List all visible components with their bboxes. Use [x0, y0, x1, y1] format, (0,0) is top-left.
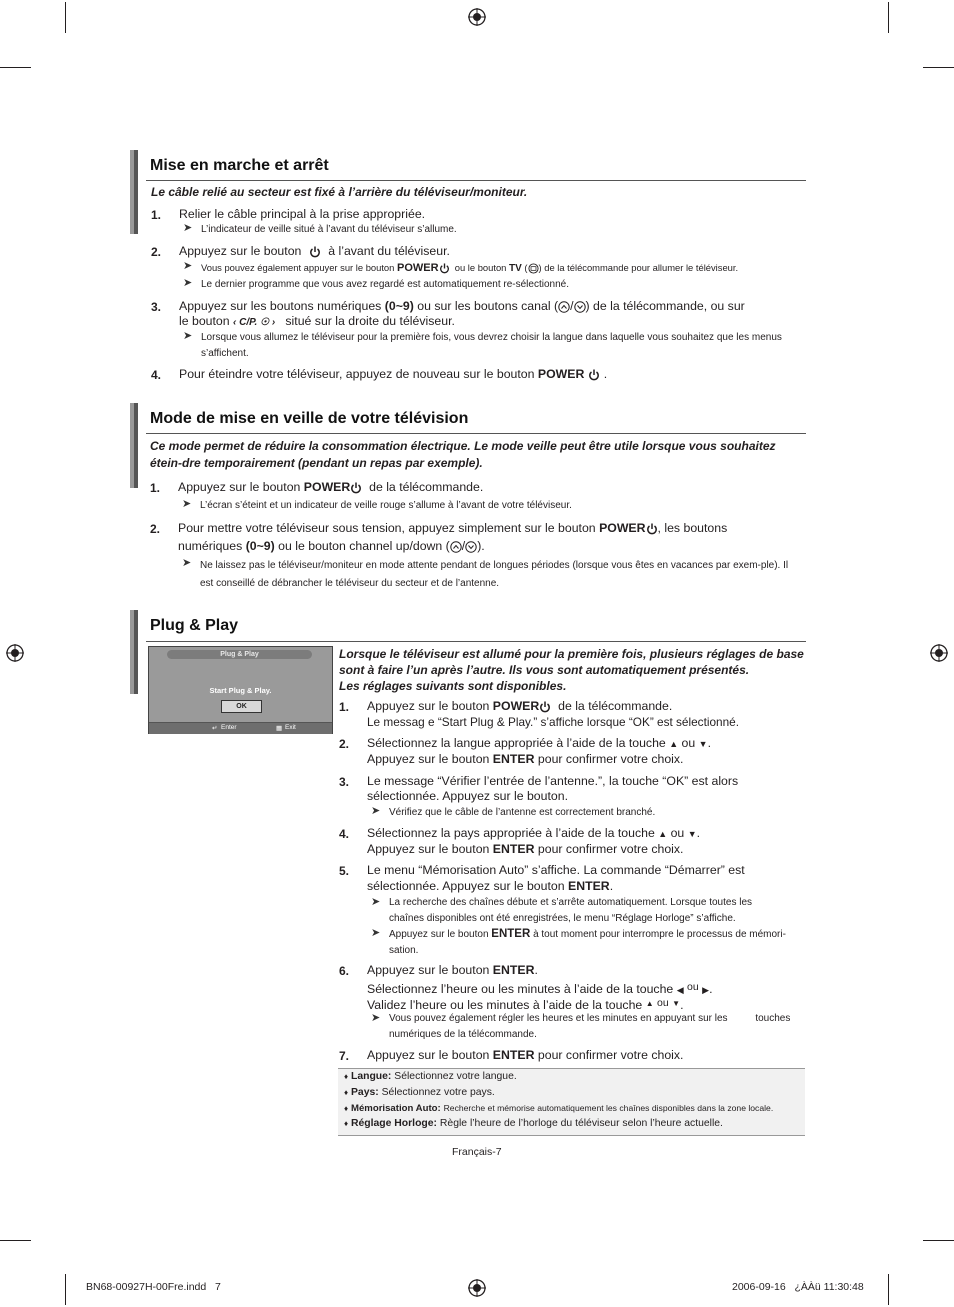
step-number: 3.: [151, 300, 162, 314]
step-note: Appuyez sur le bouton ENTER à tout moment pour interrompre le processus de mémori-sation.: [389, 928, 786, 956]
step-text: Pour éteindre votre téléviseur, appuyez de nouveau sur le bouton POWER .: [179, 367, 608, 381]
summary-item: ♦ Réglage Horloge: Règle l’heure de l’horloge du téléviseur selon l’heure actuelle.: [344, 1118, 723, 1129]
osd-enter-label: Enter: [221, 724, 237, 731]
summary-item: ♦ Mémorisation Auto: Recherche et mémorise automatiquement les chaînes disponibles dans la zone locale.: [344, 1103, 774, 1114]
power-icon: [439, 263, 450, 274]
bullet-icon: ♦: [344, 1088, 349, 1097]
settings-summary-box: [338, 1068, 805, 1136]
crop-mark: [0, 1240, 31, 1241]
section-title: Mise en marche et arrêt: [150, 157, 329, 174]
step-note: Ne laissez pas le téléviseur/moniteur en mode attente pendant de longues périodes (lorsque vous êtes en vacances par exem-ple). Il est conseillé de débrancher le téléviseur du secteur et de l’antenne.: [200, 560, 789, 589]
crop-mark: [923, 1240, 954, 1241]
step-number: 1.: [339, 700, 350, 714]
registration-mark-icon: [6, 644, 24, 662]
slug-file: BN68-00927H-00Fre.indd 7: [86, 1281, 221, 1293]
osd-footer: [149, 722, 332, 734]
step-text: Le messag e “Start Plug & Play.” s’affiche lorsque “OK” est sélectionné.: [367, 715, 739, 729]
step-text: Appuyez sur le bouton ENTER pour confirmer votre choix.: [367, 1048, 684, 1062]
channel-down-icon: [574, 301, 586, 313]
step-text: Appuyez sur le bouton ENTER.: [367, 963, 538, 977]
crop-mark: [0, 67, 31, 68]
step-text: Appuyez sur le bouton POWER de la télécommande.: [178, 480, 484, 494]
step-text: Pour mettre votre téléviseur sous tension, appuyez simplement sur le bouton POWER , les boutons: [178, 521, 728, 535]
power-icon: [646, 523, 658, 535]
section-rule: [146, 433, 806, 434]
crop-mark: [65, 1274, 66, 1305]
bullet-icon: ♦: [344, 1104, 349, 1113]
osd-ok-button[interactable]: OK: [221, 700, 262, 713]
step-note: Lorsque vous allumez le téléviseur pour la première fois, vous devrez choisir la langue dans laquelle vous souhaitez que les menus s’affichent.: [201, 332, 782, 359]
note-arrow-icon: ➤: [371, 896, 381, 908]
slug-date: 2006-09-16 ¿ÀÀü 11:30:48: [732, 1281, 864, 1293]
step-number: 1.: [150, 481, 161, 495]
step-text: Le menu “Mémorisation Auto” s’affiche. La commande “Démarrer” est: [367, 863, 745, 877]
up-arrow-icon: ▲: [645, 999, 654, 1008]
note-arrow-icon: ➤: [183, 330, 193, 342]
step-number: 2.: [339, 737, 350, 751]
step-text: sélectionnée. Appuyez sur le bouton.: [367, 789, 568, 803]
bullet-icon: ♦: [344, 1072, 349, 1081]
section-title: Plug & Play: [150, 617, 239, 634]
step-number: 4.: [151, 368, 162, 382]
exit-icon: ▦: [276, 725, 283, 732]
osd-message: Start Plug & Play.: [209, 686, 272, 695]
section-intro: Le câble relié au secteur est fixé à l’arrière du téléviseur/moniteur.: [151, 185, 528, 199]
step-number: 1.: [151, 208, 162, 222]
crop-mark: [923, 67, 954, 68]
step-text: Le message “Vérifier l’entrée de l’antenne.”, la touche “OK” est alors: [367, 774, 739, 788]
step-note: L’indicateur de veille situé à l’avant du téléviseur s’allume.: [201, 224, 457, 235]
power-icon: [309, 246, 321, 258]
page-number: Français-7: [452, 1146, 502, 1158]
note-arrow-icon: ➤: [371, 805, 381, 817]
section-title: Mode de mise en veille de votre télévision: [150, 410, 469, 427]
section-bar: [130, 150, 138, 234]
step-text: Sélectionnez la langue appropriée à l’aide de la touche ▲ ou ▼.: [367, 736, 711, 750]
registration-mark-icon: [468, 8, 486, 26]
section-intro: Les réglages suivants sont disponibles.: [339, 679, 567, 693]
step-number: 6.: [339, 964, 350, 978]
step-text: le bouton ‹ C/P. ☉ › situé sur la droite du téléviseur.: [179, 314, 455, 328]
step-text: Appuyez sur le bouton POWER de la télécommande.: [367, 699, 673, 713]
section-rule: [146, 641, 806, 642]
step-note: Le dernier programme que vous avez regardé est automatiquement re-sélectionné.: [201, 279, 569, 290]
step-text: numériques (0~9) ou le bouton channel up/down ( / ).: [178, 539, 485, 553]
step-note: Vous pouvez également régler les heures et les minutes en appuyant sur les touches numériques de la télécommande.: [389, 1013, 794, 1040]
osd-exit-label: Exit: [285, 724, 296, 731]
summary-item: ♦ Pays: Sélectionnez votre pays.: [344, 1087, 495, 1098]
step-text: Sélectionnez l’heure ou les minutes à l’aide de la touche ◀ ou ▶.: [367, 981, 713, 996]
down-arrow-icon: ▼: [698, 739, 708, 749]
bullet-icon: ♦: [344, 1119, 349, 1128]
step-number: 3.: [339, 775, 350, 789]
down-arrow-icon: ▼: [687, 829, 697, 839]
tv-button-icon: [528, 263, 539, 274]
note-arrow-icon: ➤: [371, 927, 381, 939]
osd-title: Plug & Play: [167, 650, 312, 659]
note-arrow-icon: ➤: [182, 498, 192, 510]
registration-mark-icon: [468, 1279, 486, 1297]
step-number: 4.: [339, 827, 350, 841]
section-bar: [130, 610, 138, 694]
step-text: Appuyez sur le bouton ENTER pour confirmer votre choix.: [367, 752, 684, 766]
cp-button-icon: ‹ C/P. ☉ ›: [233, 317, 276, 328]
power-icon: [539, 701, 551, 713]
step-text: Validez l’heure ou les minutes à l’aide de la touche ▲ ou ▼.: [367, 997, 684, 1012]
channel-down-icon: [465, 541, 477, 553]
step-text: Appuyez sur le bouton à l’avant du téléviseur.: [179, 244, 450, 258]
step-note: La recherche des chaînes débute et s’arrête automatiquement. Lorsque toutes les chaînes disponibles ont été enregistrées, le menu “Réglage Horloge” s’affiche.: [389, 897, 753, 924]
channel-up-icon: [450, 541, 462, 553]
note-arrow-icon: ➤: [183, 277, 193, 289]
step-note: Vous pouvez également appuyer sur le bouton POWER ou le bouton TV ( ) de la télécommande pour allumer le téléviseur.: [201, 262, 739, 274]
up-arrow-icon: ▲: [658, 829, 668, 839]
right-arrow-icon: ▶: [702, 985, 710, 995]
step-text: Appuyez sur les boutons numériques (0~9) ou sur les boutons canal ( / ) de la télécommande, ou sur: [179, 299, 745, 313]
step-number: 7.: [339, 1049, 350, 1063]
step-number: 2.: [151, 245, 162, 259]
step-number: 2.: [150, 522, 161, 536]
step-number: 5.: [339, 864, 350, 878]
down-arrow-icon: ▼: [672, 999, 681, 1008]
section-intro: Lorsque le téléviseur est allumé pour la première fois, plusieurs réglages de base sont à faire l’un après l’autre. Ils vous sont automatiquement présentés.: [339, 647, 804, 677]
step-text: Sélectionnez la pays appropriée à l’aide de la touche ▲ ou ▼.: [367, 826, 701, 840]
note-arrow-icon: ➤: [183, 222, 193, 234]
section-rule: [146, 180, 806, 181]
left-arrow-icon: ◀: [676, 985, 684, 995]
note-arrow-icon: ➤: [371, 1012, 381, 1024]
channel-up-icon: [558, 301, 570, 313]
step-text: Appuyez sur le bouton ENTER pour confirmer votre choix.: [367, 842, 684, 856]
note-arrow-icon: ➤: [182, 557, 192, 569]
enter-icon: ↵: [212, 725, 218, 732]
crop-mark: [65, 2, 66, 33]
summary-item: ♦ Langue: Sélectionnez votre langue.: [344, 1071, 517, 1082]
plug-and-play-screen: [148, 646, 333, 734]
step-note: L’écran s’éteint et un indicateur de veille rouge s’allume à l’avant de votre téléviseur.: [200, 500, 572, 511]
note-arrow-icon: ➤: [183, 260, 193, 272]
crop-mark: [888, 1274, 889, 1305]
crop-mark: [888, 2, 889, 33]
section-intro: Ce mode permet de réduire la consommation électrique. Le mode veille peut être utile lorsque vous souhaitez étein-dre temporairement (pendant un repas par exemple).: [150, 439, 776, 470]
step-note: Vérifiez que le câble de l’antenne est correctement branché.: [389, 807, 656, 818]
up-arrow-icon: ▲: [669, 739, 679, 749]
step-text: sélectionnée. Appuyez sur le bouton ENTER.: [367, 879, 614, 893]
step-text: Relier le câble principal à la prise appropriée.: [179, 207, 426, 221]
power-icon: [350, 482, 362, 494]
registration-mark-icon: [930, 644, 948, 662]
power-icon: [588, 369, 600, 381]
section-bar: [130, 403, 138, 488]
